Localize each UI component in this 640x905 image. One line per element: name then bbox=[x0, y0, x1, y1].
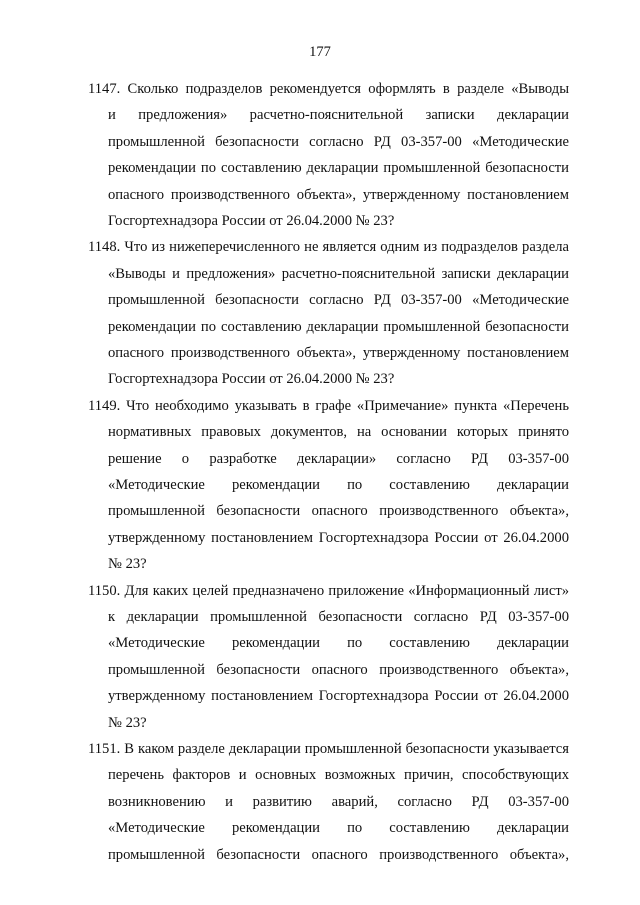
question-first-line: 1150. Для каких целей предназначено приложение «Информационный лист» bbox=[88, 582, 569, 599]
question-first-line: 1151. В каком разделе декларации промышленной безопасности указывается bbox=[88, 741, 569, 757]
question-line: и предложения» расчетно-пояснительной записки декларации bbox=[108, 107, 569, 124]
question-line: рекомендации по составлению декларации промышленной безопасности bbox=[108, 160, 569, 177]
question-line: промышленной безопасности опасного производственного объекта», bbox=[108, 846, 569, 863]
question-line: решение о разработке декларации» согласно РД 03-357-00 bbox=[108, 450, 569, 467]
question-line: «Выводы и предложения» расчетно-пояснительной записки декларации bbox=[108, 265, 569, 282]
question-line: «Методические рекомендации по составлению декларации bbox=[108, 820, 569, 837]
question-first-line: 1148. Что из нижеперечисленного не является одним из подразделов раздела bbox=[88, 239, 569, 256]
question-line: утвержденному постановлением Госгортехнадзора России от 26.04.2000 bbox=[108, 688, 569, 705]
question-line: промышленной безопасности опасного производственного объекта», bbox=[108, 661, 569, 678]
question-line: № 23? bbox=[108, 714, 147, 731]
question-line: нормативных правовых документов, на основании которых принято bbox=[108, 424, 569, 441]
question-line: Госгортехнадзора России от 26.04.2000 № 23? bbox=[108, 213, 395, 229]
question-line: «Методические рекомендации по составлению декларации bbox=[108, 635, 569, 652]
question-line: промышленной безопасности согласно РД 03-357-00 «Методические bbox=[108, 133, 569, 150]
question-line: «Методические рекомендации по составлению декларации bbox=[108, 477, 569, 493]
question-line: опасного производственного объекта», утвержденному постановлением bbox=[108, 186, 569, 203]
question-line: перечень факторов и основных возможных причин, способствующих bbox=[108, 767, 569, 784]
question-first-line: 1149. Что необходимо указывать в графе «Примечание» пункта «Перечень bbox=[88, 397, 569, 414]
question-line: промышленной безопасности согласно РД 03-357-00 «Методические bbox=[108, 292, 569, 309]
question-line: № 23? bbox=[108, 556, 147, 573]
question-line: Госгортехнадзора России от 26.04.2000 № 23? bbox=[108, 371, 395, 388]
question-line: рекомендации по составлению декларации промышленной безопасности bbox=[108, 318, 569, 335]
question-line: опасного производственного объекта», утвержденному постановлением bbox=[108, 345, 569, 361]
question-line: промышленной безопасности опасного производственного объекта», bbox=[108, 503, 569, 520]
page-number: 177 bbox=[309, 44, 331, 60]
question-line: к декларации промышленной безопасности согласно РД 03-357-00 bbox=[108, 609, 569, 625]
question-first-line: 1147. Сколько подразделов рекомендуется оформлять в разделе «Выводы bbox=[88, 81, 569, 97]
question-line: утвержденному постановлением Госгортехнадзора России от 26.04.2000 bbox=[108, 529, 569, 546]
question-line: возникновению и развитию аварий, согласно РД 03-357-00 bbox=[108, 793, 569, 810]
